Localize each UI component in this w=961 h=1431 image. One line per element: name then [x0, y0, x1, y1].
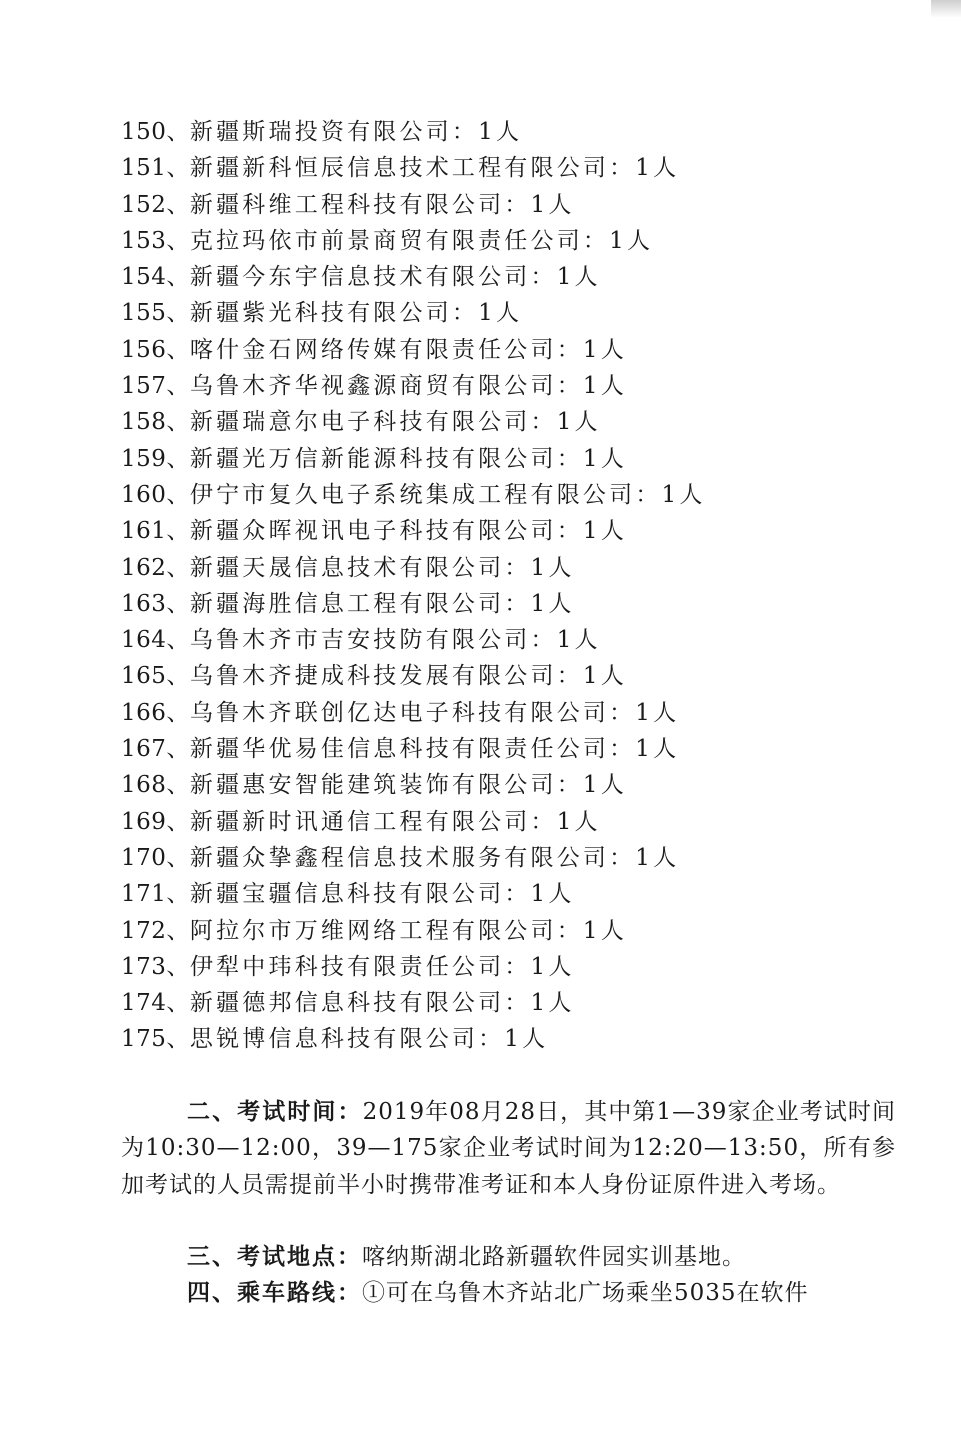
item-number: 155、	[121, 300, 190, 327]
headcount: ：1人	[556, 663, 627, 690]
list-item	[121, 840, 921, 876]
bus-route-text: ①可在乌鲁木齐站北广场乘坐5035在软件	[362, 1280, 809, 1306]
company-name: 新疆德邦信息科技有限公司	[189, 990, 505, 1017]
exam-location-paragraph	[121, 1239, 896, 1275]
headcount: ：1人	[478, 1026, 549, 1053]
headcount: ：1人	[609, 155, 680, 182]
item-number: 162、	[121, 554, 190, 581]
list-item	[121, 150, 921, 186]
list-item	[121, 804, 921, 840]
headcount: ：1人	[530, 264, 601, 291]
exam-time-paragraph	[121, 1094, 896, 1203]
headcount: ：1人	[451, 300, 523, 327]
list-item	[121, 477, 921, 513]
list-item	[121, 404, 921, 440]
list-item	[121, 731, 921, 767]
item-number: 159、	[121, 445, 190, 472]
list-item	[121, 913, 921, 949]
item-number: 166、	[121, 699, 190, 726]
company-name: 新疆紫光科技有限公司	[189, 300, 452, 327]
company-name: 新疆华优易佳信息科技有限责任公司	[189, 736, 610, 763]
item-number: 169、	[121, 808, 190, 835]
item-number: 160、	[121, 481, 190, 508]
company-name: 思锐博信息科技有限公司	[189, 1026, 479, 1053]
headcount: ：1人	[556, 336, 627, 363]
list-item	[121, 622, 921, 658]
company-name: 克拉玛依市前景商贸有限责任公司	[189, 227, 583, 254]
list-item	[121, 985, 921, 1021]
company-name: 新疆瑞意尔电子科技有限公司	[189, 409, 531, 436]
company-name: 新疆众挚鑫程信息技术服务有限公司	[189, 844, 610, 871]
list-item	[121, 295, 921, 331]
list-item	[121, 695, 921, 731]
exam-time-text: 2019年08月28日，其中第1—39家企业考试时间为10:30—12:00，39—175家企业考试时间为12:20—13:50，所有参加考试的人员需提前半小时携带准考证和本人身份证原件进入考场。	[121, 1099, 896, 1198]
company-name: 阿拉尔市万维网络工程有限公司	[189, 917, 557, 944]
list-item	[121, 223, 921, 259]
company-name: 新疆天晟信息技术有限公司	[189, 554, 505, 581]
item-number: 151、	[121, 155, 190, 182]
list-item	[121, 658, 921, 694]
item-number: 165、	[121, 663, 190, 690]
headcount: ：1人	[556, 445, 627, 472]
company-name: 乌鲁木齐华视鑫源商贸有限公司	[189, 373, 557, 400]
company-name: 新疆斯瑞投资有限公司	[189, 119, 452, 145]
headcount: ：1人	[530, 808, 601, 835]
exam-location-heading: 三、考试地点：	[187, 1243, 362, 1270]
headcount: ：1人	[556, 373, 627, 400]
headcount: ：1人	[451, 119, 523, 145]
company-name: 新疆新时讯通信工程有限公司	[189, 808, 531, 835]
item-number: 153、	[121, 227, 190, 254]
company-name: 新疆众晖视讯电子科技有限公司	[189, 518, 557, 545]
item-number: 174、	[121, 990, 190, 1017]
headcount: ：1人	[504, 953, 575, 980]
item-number: 163、	[121, 590, 190, 617]
headcount: ：1人	[609, 699, 680, 726]
company-name: 新疆今东宇信息技术有限公司	[189, 264, 531, 291]
company-name: 新疆海胜信息工程有限公司	[189, 590, 505, 617]
company-name: 伊宁市复久电子系统集成工程有限公司	[189, 481, 636, 508]
headcount: ：1人	[556, 518, 627, 545]
headcount: ：1人	[556, 917, 627, 944]
item-number: 150、	[121, 119, 190, 145]
company-list	[121, 114, 921, 1058]
company-name: 新疆新科恒辰信息技术工程有限公司	[189, 155, 610, 182]
item-number: 171、	[121, 881, 190, 908]
item-number: 161、	[121, 518, 190, 545]
headcount: ：1人	[609, 844, 680, 871]
list-item	[121, 513, 921, 549]
headcount: ：1人	[530, 409, 601, 436]
company-name: 新疆科维工程科技有限公司	[189, 191, 505, 218]
item-number: 175、	[121, 1026, 190, 1053]
headcount: ：1人	[504, 990, 575, 1017]
company-name: 乌鲁木齐捷成科技发展有限公司	[189, 663, 557, 690]
headcount: ：1人	[635, 481, 706, 508]
item-number: 158、	[121, 409, 190, 436]
item-number: 167、	[121, 736, 190, 763]
exam-location-text: 喀纳斯湖北路新疆软件园实训基地。	[362, 1244, 746, 1270]
company-name: 乌鲁木齐市吉安技防有限公司	[189, 627, 531, 654]
list-item	[121, 586, 921, 622]
company-name: 喀什金石网络传媒有限责任公司	[189, 336, 557, 363]
headcount: ：1人	[582, 227, 654, 254]
company-name: 新疆宝疆信息科技有限公司	[189, 881, 505, 908]
list-item	[121, 767, 921, 803]
headcount: ：1人	[504, 554, 575, 581]
item-number: 168、	[121, 772, 190, 799]
headcount: ：1人	[504, 191, 575, 218]
bus-route-paragraph	[121, 1275, 896, 1311]
exam-time-heading: 二、考试时间：	[187, 1098, 363, 1125]
item-number: 173、	[121, 953, 190, 980]
headcount: ：1人	[609, 736, 680, 763]
company-name: 乌鲁木齐联创亿达电子科技有限公司	[189, 699, 610, 726]
list-item	[121, 441, 921, 477]
list-item	[121, 368, 921, 404]
list-item	[121, 876, 921, 912]
item-number: 170、	[121, 844, 190, 871]
item-number: 156、	[121, 336, 190, 363]
company-name: 新疆光万信新能源科技有限公司	[189, 445, 557, 472]
bus-route-heading: 四、乘车路线：	[187, 1279, 362, 1306]
scan-edge-mark	[931, 0, 961, 18]
list-item	[121, 187, 921, 223]
list-item	[121, 1021, 921, 1057]
list-item	[121, 332, 921, 368]
headcount: ：1人	[504, 881, 575, 908]
list-item	[121, 114, 921, 150]
company-name: 伊犁中玮科技有限责任公司	[189, 953, 505, 980]
item-number: 164、	[121, 627, 190, 654]
list-item	[121, 259, 921, 295]
item-number: 157、	[121, 373, 190, 400]
item-number: 152、	[121, 191, 190, 218]
headcount: ：1人	[530, 627, 601, 654]
item-number: 172、	[121, 917, 190, 944]
company-name: 新疆惠安智能建筑装饰有限公司	[189, 772, 557, 799]
item-number: 154、	[121, 264, 190, 291]
list-item	[121, 949, 921, 985]
headcount: ：1人	[504, 590, 575, 617]
headcount: ：1人	[556, 772, 627, 799]
list-item	[121, 550, 921, 586]
